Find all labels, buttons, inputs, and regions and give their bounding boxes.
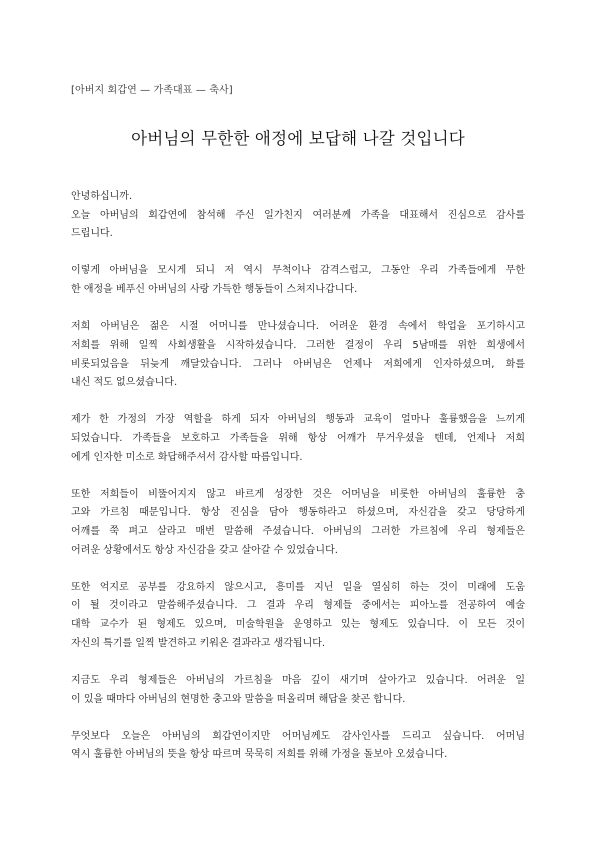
paragraph-line: 또한 억지로 공부를 강요하지 않으시고, 흥미를 지닌 일을 열심히 하는 것이 미래에 도움: [71, 581, 525, 593]
body-paragraph: [71, 188, 525, 244]
body-paragraph: [71, 672, 525, 709]
paragraph-line: 역시 훌륭한 아버님의 뜻을 항상 따르며 묵묵히 저희를 위해 가정을 돌보아 오셨습니다.: [71, 749, 448, 761]
paragraph-line: 어려운 상황에서도 항상 자신감을 갖고 살아갈 수 있었습니다.: [71, 544, 338, 556]
paragraph-line: 되었습니다. 가족들을 보호하고 가족들을 위해 항상 어깨가 무거우셨을 텐데, 언제나 저희: [71, 432, 525, 444]
body-paragraph: [71, 262, 525, 299]
body-paragraph: [71, 579, 525, 654]
paragraph-line: 제가 한 가정의 가장 역할을 하게 되자 아버님의 행동과 교육이 얼마나 훌륭했음을 느끼게: [71, 414, 525, 426]
paragraph-line: 드립니다.: [71, 228, 113, 240]
paragraph-line: 에게 인자한 미소로 화답해주셔서 감사할 따름입니다.: [71, 451, 303, 463]
paragraph-line: 내신 적도 없으셨습니다.: [71, 377, 178, 389]
paragraph-line: 오늘 아버님의 회갑연에 참석해 주신 일가친지 여러분께 가족을 대표해서 진심으로 감사를: [71, 209, 525, 221]
paragraph-line: 저희 아버님은 젊은 시절 어머니를 만나셨습니다. 어려운 환경 속에서 학업을 포기하시고: [71, 321, 525, 333]
paragraph-line: 저희를 위해 일찍 사회생활을 시작하셨습니다. 그러한 결정이 우리 5남매를 위한 희생에서: [71, 339, 525, 351]
paragraph-line: 어깨를 쭉 펴고 살라고 매번 말씀해 주셨습니다. 아버님의 그러한 가르침에 우리 형제들은: [71, 526, 525, 538]
paragraph-line: 이 있을 때마다 아버님의 현명한 충고와 말씀을 떠올리며 해답을 찾곤 합니다.: [71, 693, 406, 705]
paragraph-line: 한 애정을 베푸신 아버님의 사랑 가득한 행동들이 스쳐지나갑니다.: [71, 284, 358, 296]
paragraph-line: 이 될 것이라고 말씀해주셨습니다. 그 결과 우리 형제들 중에서는 피아노를 전공하여 예술: [71, 600, 525, 612]
paragraph-line: 자신의 특기를 일찍 발견하고 키워온 결과라고 생각됩니다.: [71, 637, 326, 649]
document-category-tag: [아버지 회갑연 — 가족대표 — 축사]: [71, 85, 233, 96]
paragraph-line: 고와 가르침 때문입니다. 항상 진심을 담아 행동하라고 하셨으며, 자신감을 갖고 당당하게: [71, 507, 525, 519]
paragraph-line: 지금도 우리 형제들은 아버님의 가르침을 마음 깊이 새기며 살아가고 있습니다. 어려운 일: [71, 674, 525, 686]
body-paragraph: [71, 486, 525, 561]
document-body: [71, 188, 525, 765]
body-paragraph: [71, 318, 525, 393]
body-paragraph: [71, 411, 525, 467]
paragraph-line: 또한 저희들이 비뚤어지지 않고 바르게 성장한 것은 어머님을 비롯한 아버님의 훌륭한 충: [71, 488, 525, 500]
paragraph-line: 안녕하십니까.: [71, 191, 133, 202]
paragraph-line: 무엇보다 오늘은 아버님의 회갑연이지만 어머님께도 감사인사를 드리고 싶습니다. 어머님: [71, 730, 525, 742]
paragraph-line: 이렇게 아버님을 모시게 되니 저 역시 무척이나 감격스럽고, 그동안 우리 가족들에게 무한: [71, 265, 525, 277]
paragraph-line: 대학 교수가 된 형제도 있으며, 미술학원을 운영하고 있는 형제도 있습니다. 이 모든 것이: [71, 619, 525, 631]
paragraph-line: 비롯되었음을 뒤늦게 깨달았습니다. 그러나 아버님은 언제나 저희에게 인자하셨으며, 화를: [71, 358, 525, 370]
document-title: 아버님의 무한한 애정에 보답해 나갈 것입니다: [131, 129, 465, 148]
body-paragraph: [71, 728, 525, 765]
